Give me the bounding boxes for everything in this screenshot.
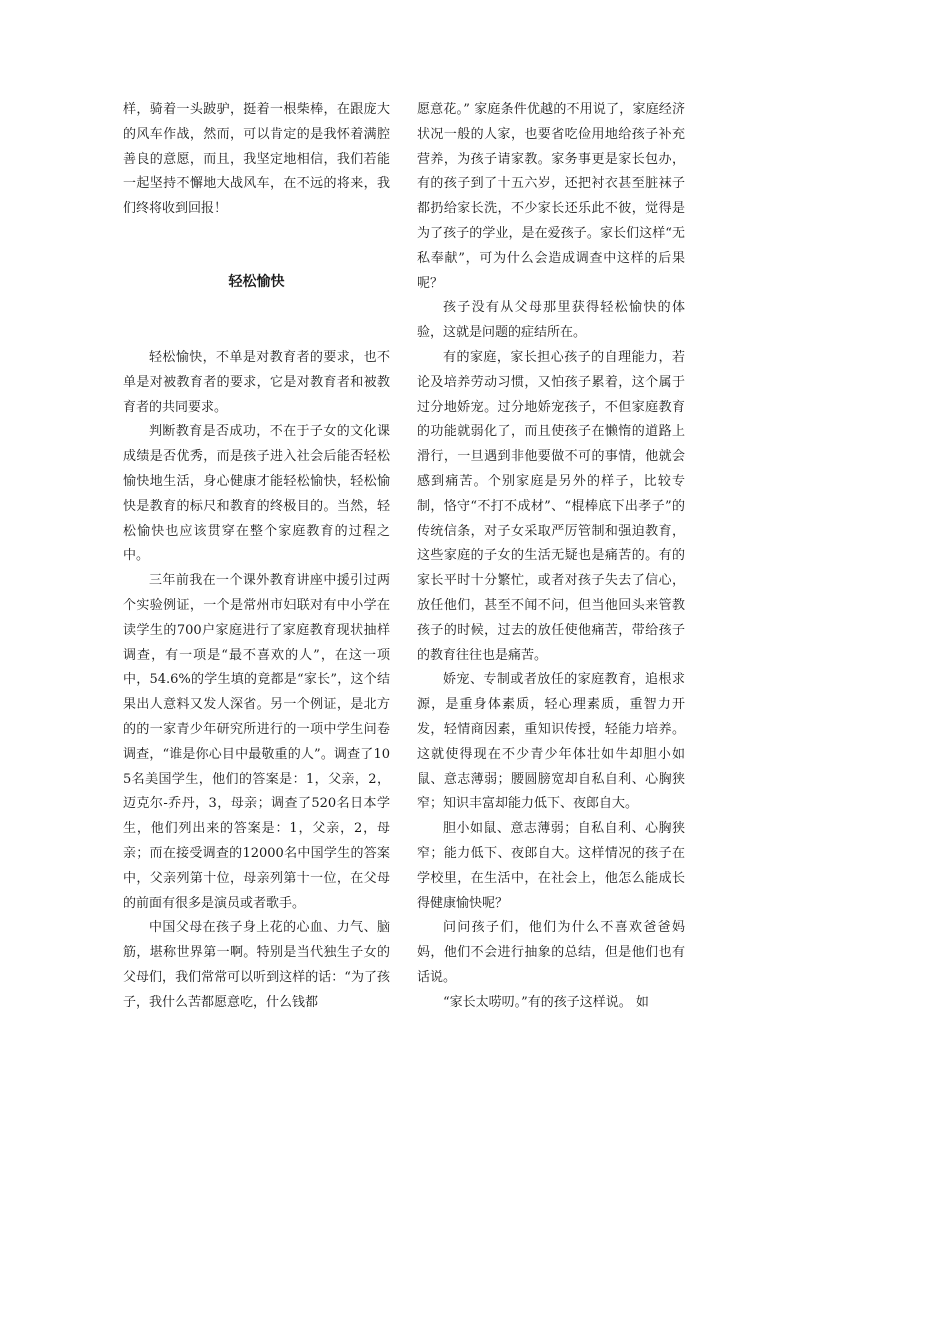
body-paragraph: 娇宠、专制或者放任的家庭教育，追根求源，是重身体素质，轻心理素质，重智力开发，轻情商因素，重知识传授，轻能力培养。这就使得现在不少青少年体壮如牛却胆小如鼠、意志薄弱；腰圆膀宽却自私自利、心胸狭窄；知识丰富却能力低下、夜郎自大。 — [417, 672, 685, 812]
continued-paragraph: 样，骑着一头跛驴，挺着一根柴棒，在跟庞大的风车作战，然而，可以肯定的是我怀着满腔善良的意愿，而且，我坚定地相信，我们若能一起坚持不懈地大战风车，在不远的将来，我们终将收到回报！ — [123, 102, 390, 217]
body-paragraph: 中国父母在孩子身上花的心血、力气、脑筋，堪称世界第一啊。特别是当代独生子女的父母们，我们常常可以听到这样的话：“为了孩子，我什么苦都愿意吃，什么钱都 — [123, 920, 390, 1010]
body-paragraph: 问问孩子们，他们为什么不喜欢爸爸妈妈，他们不会进行抽象的总结，但是他们也有话说。 — [417, 920, 685, 985]
body-paragraph: “家长太唠叨。”有的孩子这样说。 如 — [443, 994, 649, 1010]
right-column — [417, 98, 685, 1015]
body-paragraph: 有的家庭，家长担心孩子的自理能力，若论及培养劳动习惯，又怕孩子累着，这个属于过分地娇宠。过分地娇宠孩子，不但家庭教育的功能就弱化了，而且使孩子在懒惰的道路上滑行，一旦遇到非他要做不可的事情，他就会感到痛苦。个别家庭是另外的样子，比较专制，恪守“不打不成材”、“棍棒底下出孝子”的传统信条，对子女采取严厉管制和强迫教育，这些家庭的子女的生活无疑也是痛苦的。有的家长平时十分繁忙，或者对孩子失去了信心，放任他们，甚至不闻不问，但当他回头来管教孩子的时候，过去的放任使他痛苦，带给孩子的教育往往也是痛苦。 — [417, 349, 685, 663]
section-title: 轻松愉快 — [228, 273, 285, 290]
body-paragraph: 判断教育是否成功，不在于子女的文化课成绩是否优秀，而是孩子进入社会后能否轻松愉快地生活，身心健康才能轻松愉快，轻松愉快是教育的标尺和教育的终极目的。当然，轻松愉快也应该贯穿在整个家庭教育的过程之中。 — [123, 424, 390, 564]
body-paragraph: 轻松愉快，不单是对教育者的要求，也不单是对被教育者的要求，它是对教育者和被教育者的共同要求。 — [123, 349, 390, 415]
body-paragraph: 三年前我在一个课外教育讲座中援引过两个实验例证，一个是常州市妇联对有中小学在读学生的700户家庭进行了家庭教育现状抽样调查，有一项是“最不喜欢的人”，在这一项中，54.6%的学生填的竟都是“家长”，这个结果出人意料又发人深省。另一个例证，是北方的的一家青少年研究所进行的一项中学生问卷调查，“谁是你心目中最敬重的人”。调查了105名美国学生，他们的答案是：1，父亲，2，迈克尔-乔丹，3，母亲；调查了520名日本学生，他们列出来的答案是：1，父亲，2，母亲；而在接受调查的12000名中国学生的答案中，父亲列第十位，母亲列第十一位，在父母的前面有很多是演员或者歌手。 — [123, 573, 390, 911]
left-column — [123, 98, 390, 1016]
body-paragraph: 孩子没有从父母那里获得轻松愉快的体验，这就是问题的症结所在。 — [417, 300, 685, 341]
continued-paragraph: 愿意花。” 家庭条件优越的不用说了，家庭经济状况一般的人家，也要省吃俭用地给孩子补充营养，为孩子请家教。家务事更是家长包办，有的孩子到了十五六岁，还把衬衣甚至脏袜子都扔给家长洗，不少家长还乐此不彼，觉得是为了孩子的学业，是在爱孩子。家长们这样“无私奉献”，可为什么会造成调查中这样的后果呢？ — [417, 102, 685, 291]
body-paragraph: 胆小如鼠、意志薄弱；自私自利、心胸狭窄；能力低下、夜郎自大。这样情况的孩子在学校里，在生活中，在社会上，他怎么能成长得健康愉快呢？ — [417, 821, 685, 911]
